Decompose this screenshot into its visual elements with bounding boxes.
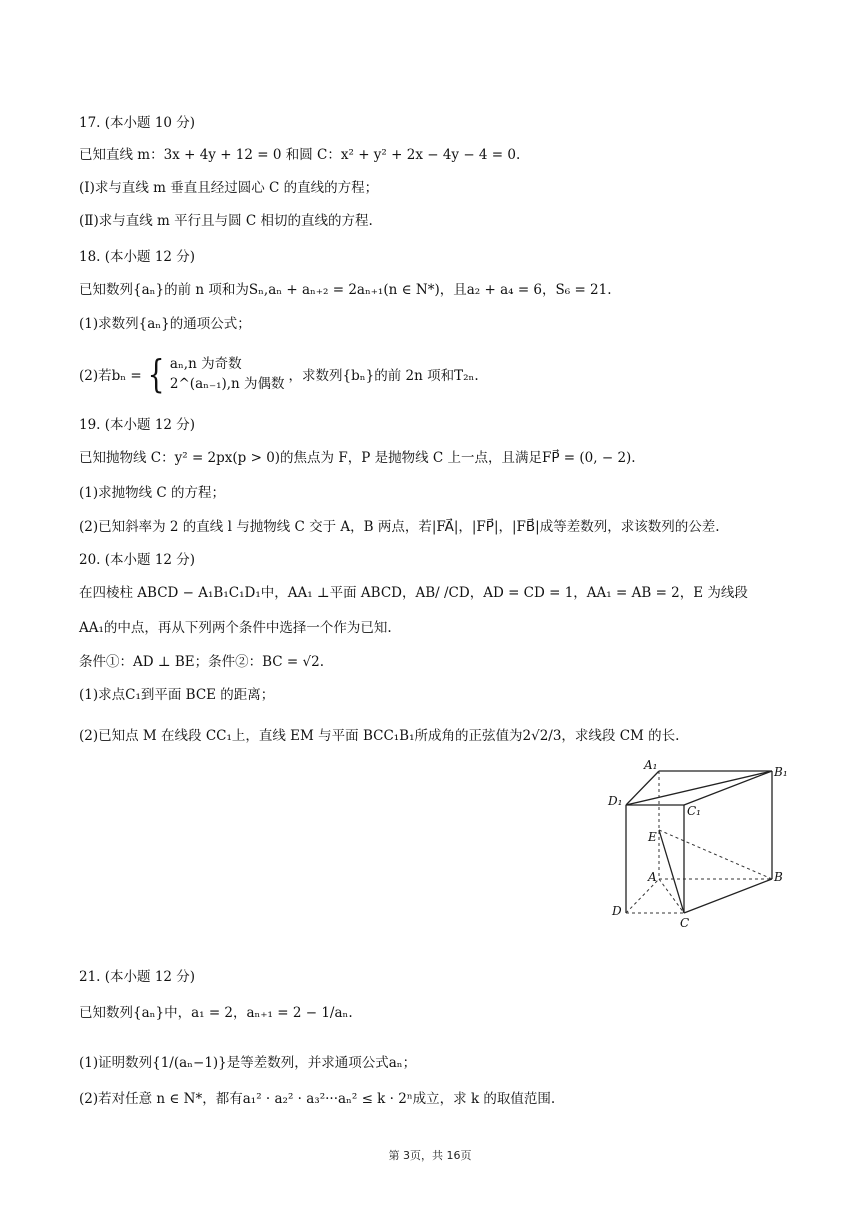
text-line: 18. (本小题 12 分) — [79, 249, 196, 265]
text-line: (1)证明数列{1/(aₙ−1)}是等差数列，并求通项公式aₙ； — [79, 1055, 417, 1071]
case-even: 2^(aₙ₋₁),n 为偶数 — [169, 376, 285, 392]
hidden-edge-e-b — [659, 830, 772, 879]
label-c1: C₁ — [687, 804, 701, 818]
page-footer: 第 3页，共 16页 — [388, 1149, 472, 1162]
text-line: (2)已知点 M 在线段 CC₁上，直线 EM 与平面 BCC₁B₁所成角的正弦值为2√2/3，求线段 CM 的长. — [79, 728, 680, 744]
text-line: (1)求抛物线 C 的方程； — [79, 485, 226, 501]
piecewise-cases — [170, 354, 285, 394]
text-line: (Ⅰ)求与直线 m 垂直且经过圆心 C 的直线的方程； — [79, 180, 379, 196]
text-line: 已知数列{aₙ}中，a₁ = 2，aₙ₊₁ = 2 − 1/aₙ. — [79, 1005, 353, 1021]
text-line: 已知直线 m：3x + 4y + 12 = 0 和圆 C：x² + y² + 2x − 4y − 4 = 0. — [79, 147, 521, 163]
case-odd: aₙ,n 为奇数 — [169, 356, 242, 372]
edge-d1-a1 — [626, 771, 659, 805]
label-d: D — [612, 904, 622, 918]
text-line: 在四棱柱 ABCD − A₁B₁C₁D₁中，AA₁ ⊥平面 ABCD，AB/ /CD，AD = CD = 1，AA₁ = AB = 2，E 为线段 — [79, 585, 748, 601]
text-line: 已知抛物线 C：y² = 2px(p > 0)的焦点为 F，P 是抛物线 C 上一点，且满足FP⃗ = (0, − 2). — [79, 450, 636, 466]
edge-e-c — [659, 830, 684, 913]
q18-part2-prefix: (2)若bₙ = — [79, 368, 142, 384]
text-line: AA₁的中点，再从下列两个条件中选择一个作为已知. — [79, 620, 392, 636]
label-e: E — [648, 830, 657, 844]
hidden-edge-d-a — [626, 879, 659, 913]
q18-part2-suffix: ，求数列{bₙ}的前 2n 项和T₂ₙ. — [288, 368, 479, 384]
text-line: 19. (本小题 12 分) — [79, 417, 196, 433]
text-line: (2)已知斜率为 2 的直线 l 与抛物线 C 交于 A，B 两点，若|FA⃗|，|FP⃗|，|FB⃗|成等差数列，求该数列的公差. — [79, 519, 720, 535]
label-c: C — [680, 916, 690, 930]
label-b1: B₁ — [774, 765, 788, 779]
label-a: A — [648, 870, 657, 884]
label-d1: D₁ — [608, 794, 623, 808]
q18-part2-piecewise — [79, 352, 479, 396]
text-line: 20. (本小题 12 分) — [79, 552, 196, 568]
label-a1: A₁ — [644, 758, 658, 772]
edge-c-b — [684, 879, 772, 913]
text-line: 17. (本小题 10 分) — [79, 115, 196, 131]
prism-figure — [606, 757, 796, 935]
text-line: (Ⅱ)求与直线 m 平行且与圆 C 相切的直线的方程. — [79, 213, 373, 229]
text-line: (2)若对任意 n ∈ N*，都有a₁² · a₂² · a₃²···aₙ² ≤ k · 2ⁿ成立，求 k 的取值范围. — [79, 1091, 556, 1107]
text-line: (1)求点C₁到平面 BCE 的距离； — [79, 687, 275, 703]
left-brace-icon: { — [147, 352, 165, 396]
hidden-edge-a-c — [659, 879, 684, 913]
text-line: 条件①：AD ⊥ BE；条件②：BC = √2. — [79, 654, 325, 670]
label-b: B — [774, 870, 783, 884]
text-line: (1)求数列{aₙ}的通项公式； — [79, 316, 251, 332]
text-line: 21. (本小题 12 分) — [79, 969, 196, 985]
text-line: 已知数列{aₙ}的前 n 项和为Sₙ,aₙ + aₙ₊₂ = 2aₙ₊₁(n ∈ N*)，且a₂ + a₄ = 6，S₆ = 21. — [79, 282, 612, 298]
